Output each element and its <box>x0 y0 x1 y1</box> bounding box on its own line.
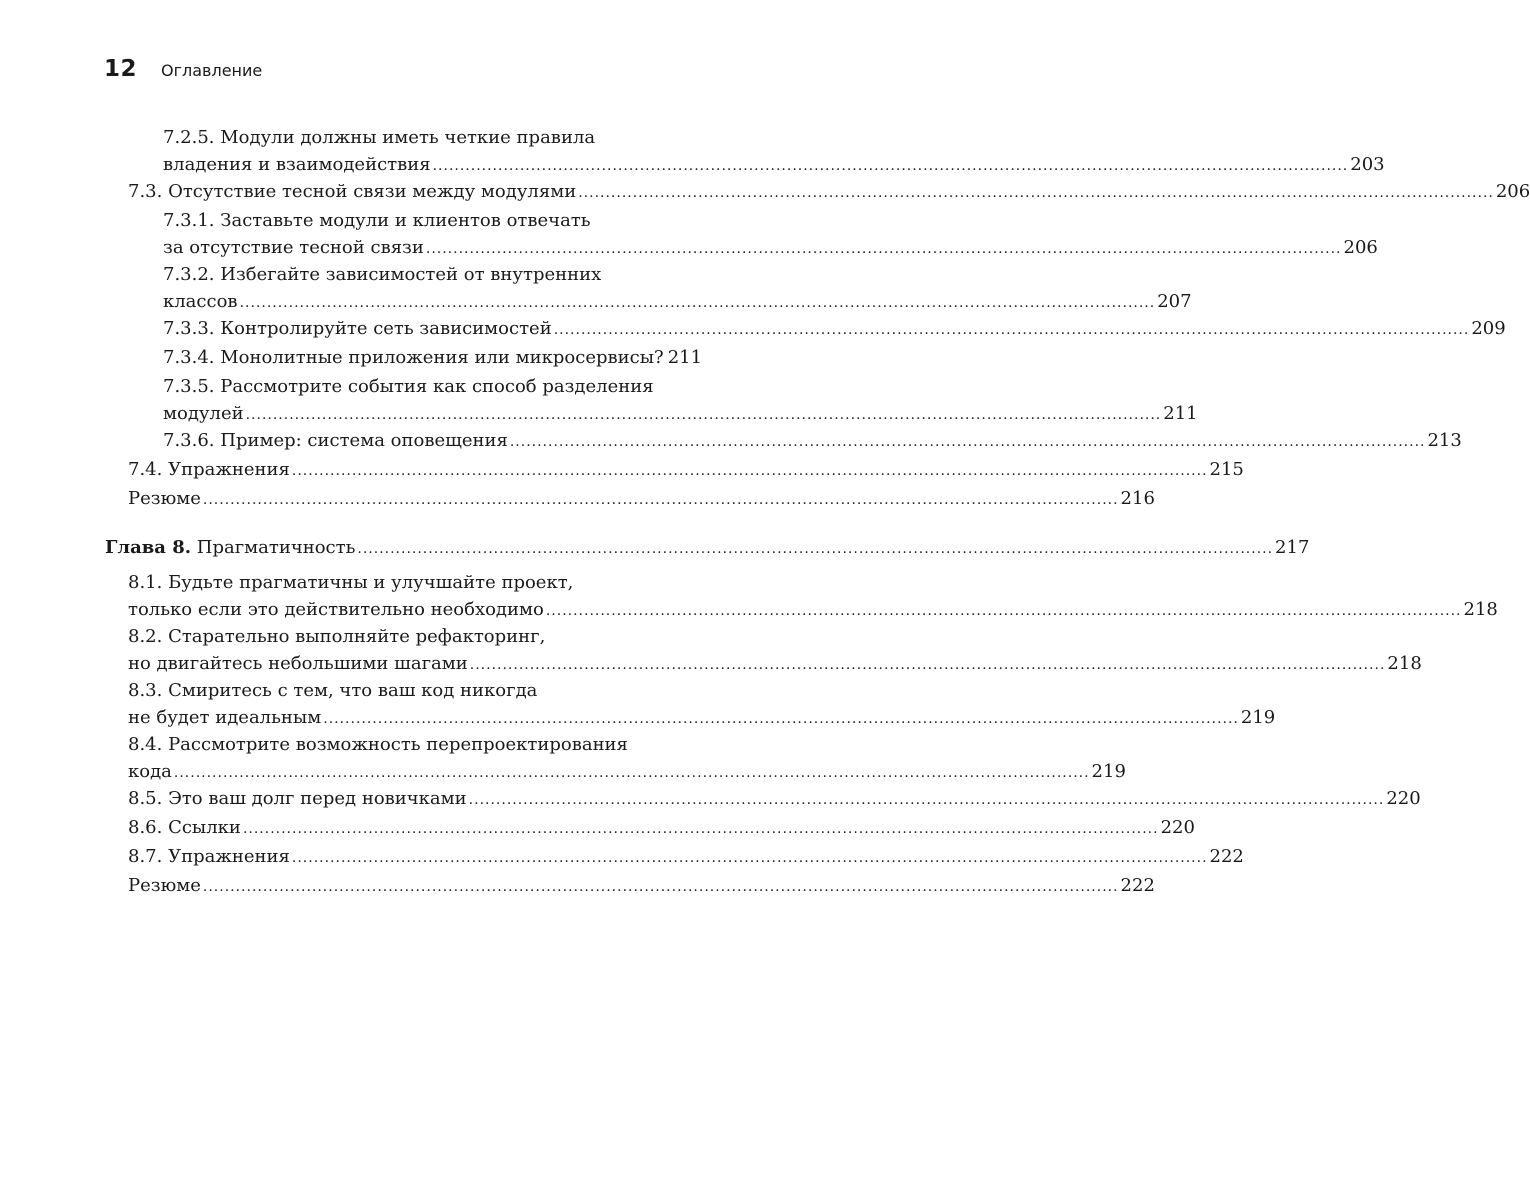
toc-page-number: 217 <box>1275 537 1310 558</box>
toc-entry-title-line2: но двигайтесь небольшими шагами <box>128 653 468 674</box>
toc-entry-title-line2: модулей <box>163 403 244 424</box>
toc-entry-7-3-4 <box>0 344 703 371</box>
toc-page-number: 203 <box>1350 154 1385 175</box>
toc-entry-7-3 <box>0 178 1530 205</box>
toc-entry-summary-ch8 <box>0 872 1155 899</box>
leader-dots: ........................................................................................................................................................................ <box>425 241 1342 257</box>
toc-page-number: 218 <box>1463 599 1498 620</box>
leader-dots: ........................................................................................................................................................................ <box>578 185 1494 201</box>
leader-dots: ........................................................................................................................................................................ <box>242 821 1159 837</box>
toc-entry-7-3-1 <box>0 207 1378 261</box>
table-of-contents <box>0 124 1530 901</box>
toc-entry-7-3-3 <box>0 315 1506 342</box>
toc-entry-title-line1: 7.2.5. Модули должны иметь четкие правила <box>163 127 596 148</box>
leader-dots: ........................................................................................................................................................................ <box>468 792 1385 808</box>
toc-page-number: 207 <box>1157 291 1192 312</box>
toc-entry-title-line1: 8.4. Рассмотрите возможность перепроектирования <box>128 734 628 755</box>
toc-entry-title: Резюме <box>128 875 201 896</box>
toc-entry-title-line1: 7.3.2. Избегайте зависимостей от внутренних <box>163 264 602 285</box>
toc-entry-title-line1: 8.3. Смиритесь с тем, что ваш код никогда <box>128 680 538 701</box>
toc-page-number: 206 <box>1495 181 1530 202</box>
leader-dots: ........................................................................................................................................................................ <box>202 492 1119 508</box>
toc-page-number: 216 <box>1120 488 1155 509</box>
page-number: 12 <box>104 56 138 82</box>
toc-entry-title-line2: только если это действительно необходимо <box>128 599 544 620</box>
toc-entry-8-1 <box>0 569 1498 623</box>
leader-dots: ........................................................................................................................................................................ <box>323 711 1239 727</box>
leader-dots: ........................................................................................................................................................................ <box>239 295 1156 311</box>
toc-entry-title: 7.3.4. Монолитные приложения или микросервисы? <box>163 347 664 368</box>
leader-dots: ........................................................................................................................................................................ <box>291 850 1208 866</box>
toc-entry-title-line2: не будет идеальным <box>128 707 322 728</box>
chapter-label: Глава 8. <box>105 537 192 558</box>
leader-dots: ........................................................................................................................................................................ <box>545 603 1462 619</box>
toc-entry-title: 7.4. Упражнения <box>128 459 290 480</box>
toc-entry-7-3-2 <box>0 261 1192 315</box>
toc-page-number: 211 <box>667 347 703 368</box>
leader-dots: ........................................................................................................................................................................ <box>357 541 1274 557</box>
toc-page-number: 219 <box>1091 761 1126 782</box>
toc-entry-title: 8.7. Упражнения <box>128 846 290 867</box>
leader-dots: ........................................................................................................................................................................ <box>245 407 1162 423</box>
toc-entry-title-line1: 7.3.1. Заставьте модули и клиентов отвечать <box>163 210 591 231</box>
toc-entry-title-line1: 8.1. Будьте прагматичны и улучшайте проект, <box>128 572 574 593</box>
leader-dots: ........................................................................................................................................................................ <box>509 434 1426 450</box>
toc-entry-8-5 <box>0 785 1421 812</box>
toc-entry-8-4 <box>0 731 1126 785</box>
toc-page-number: 209 <box>1471 318 1506 339</box>
chapter-title: Прагматичность <box>196 537 356 558</box>
toc-entry-title-line1: 7.3.5. Рассмотрите события как способ разделения <box>163 376 654 397</box>
toc-page-number: 222 <box>1209 846 1244 867</box>
toc-page-number: 218 <box>1387 653 1422 674</box>
toc-entry-7-3-6 <box>0 427 1462 454</box>
toc-entry-title: 8.6. Ссылки <box>128 817 241 838</box>
toc-entry-8-2 <box>0 623 1422 677</box>
toc-entry-title-line2: кода <box>128 761 172 782</box>
toc-entry-7-4 <box>0 456 1244 483</box>
leader-dots: ........................................................................................................................................................................ <box>469 657 1386 673</box>
toc-entry-title-line2: классов <box>163 291 238 312</box>
toc-entry-title: 7.3.6. Пример: система оповещения <box>163 430 508 451</box>
toc-entry-summary-ch7 <box>0 485 1155 512</box>
toc-entry-title: 8.5. Это ваш долг перед новичками <box>128 788 467 809</box>
toc-entry-8-3 <box>0 677 1276 731</box>
toc-page-number: 220 <box>1160 817 1195 838</box>
toc-entry-title: 7.3. Отсутствие тесной связи между модулями <box>128 181 577 202</box>
toc-entry-7-2-5 <box>0 124 1385 178</box>
toc-page-number: 206 <box>1343 237 1378 258</box>
leader-dots: ........................................................................................................................................................................ <box>173 765 1090 781</box>
page-header <box>104 56 262 82</box>
running-title: Оглавление <box>161 61 263 80</box>
toc-page-number: 213 <box>1427 430 1462 451</box>
toc-entry-8-6 <box>0 814 1195 841</box>
toc-entry-title-line1: 8.2. Старательно выполняйте рефакторинг, <box>128 626 546 647</box>
chapter-heading <box>105 534 355 561</box>
toc-page-number: 222 <box>1120 875 1155 896</box>
toc-entry-7-3-5 <box>0 373 1198 427</box>
leader-dots: ........................................................................................................................................................................ <box>553 322 1470 338</box>
leader-dots: ........................................................................................................................................................................ <box>202 879 1119 895</box>
toc-page-number: 215 <box>1209 459 1244 480</box>
toc-entry-8-7 <box>0 843 1244 870</box>
toc-entry-title: 7.3.3. Контролируйте сеть зависимостей <box>163 318 552 339</box>
toc-page-number: 211 <box>1163 403 1198 424</box>
leader-dots: ........................................................................................................................................................................ <box>432 158 1349 174</box>
toc-entry-title-line2: за отсутствие тесной связи <box>163 237 424 258</box>
toc-entry-title-line2: владения и взаимодействия <box>163 154 431 175</box>
toc-entry-title: Резюме <box>128 488 201 509</box>
chapter-spacer <box>0 514 817 534</box>
leader-dots: ........................................................................................................................................................................ <box>291 463 1208 479</box>
toc-page-number: 219 <box>1240 707 1276 728</box>
toc-page-number: 220 <box>1386 788 1421 809</box>
toc-chapter-8 <box>0 534 1310 561</box>
